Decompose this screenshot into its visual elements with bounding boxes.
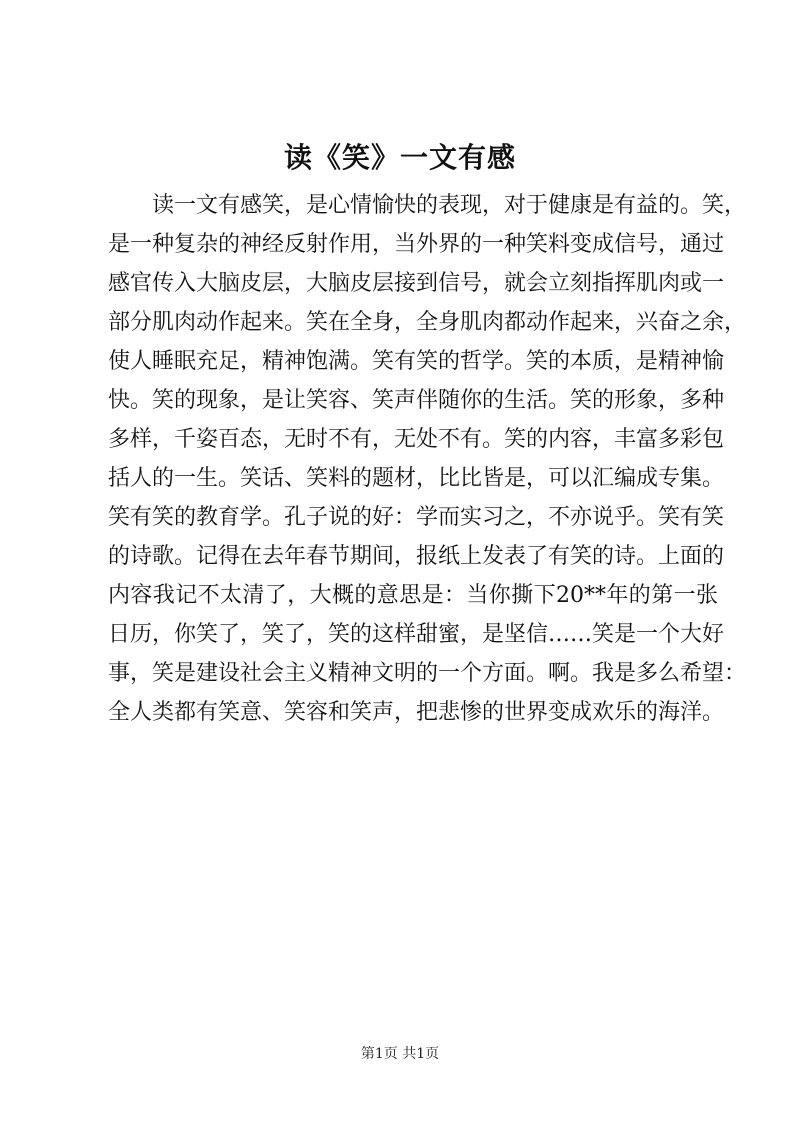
body-line: 使人睡眠充足，精神饱满。笑有笑的哲学。笑的本质，是精神愉: [108, 349, 725, 374]
body-line: 全人类都有笑意、笑容和笑声，把悲惨的世界变成欢乐的海洋。: [108, 700, 725, 725]
document-title: 读《笑》一文有感: [283, 141, 516, 174]
body-line: 快。笑的现象，是让笑容、笑声伴随你的生活。笑的形象，多种: [108, 388, 725, 413]
body-line: 日历，你笑了，笑了，笑的这样甜蜜，是坚信……笑是一个大好: [108, 622, 725, 647]
body-line: 内容我记不太清了，大概的意思是：当你撕下20**年的第一张: [108, 583, 718, 608]
document-body: [108, 186, 747, 732]
body-line: 部分肌肉动作起来。笑在全身，全身肌肉都动作起来，兴奋之余，: [108, 310, 747, 335]
body-line: 笑有笑的教育学。孔子说的好：学而实习之，不亦说乎。笑有笑: [108, 505, 725, 530]
body-line: 是一种复杂的神经反射作用，当外界的一种笑料变成信号，通过: [108, 232, 725, 257]
body-line: 的诗歌。记得在去年春节期间，报纸上发表了有笑的诗。上面的: [108, 544, 725, 569]
body-line: 括人的一生。笑话、笑料的题材，比比皆是，可以汇编成专集。: [108, 466, 725, 491]
body-line: 感官传入大脑皮层，大脑皮层接到信号，就会立刻指挥肌肉或一: [108, 271, 725, 296]
page-number-footer: 第1页 共1页: [360, 1046, 440, 1062]
body-line: 事，笑是建设社会主义精神文明的一个方面。啊。我是多么希望：: [108, 661, 747, 686]
body-line: 多样，千姿百态，无时不有，无处不有。笑的内容，丰富多彩包: [108, 427, 725, 452]
body-line: 读一文有感笑，是心情愉快的表现，对于健康是有益的。笑，: [152, 193, 747, 218]
